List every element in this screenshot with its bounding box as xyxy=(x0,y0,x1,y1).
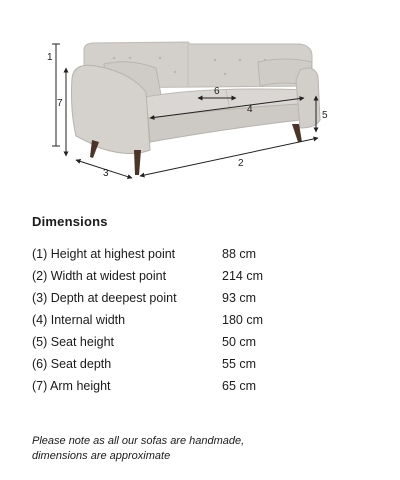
leg-front-middle xyxy=(134,150,141,175)
dimension-label: (1) Height at highest point xyxy=(32,247,176,261)
dimension-row-internal-width xyxy=(32,309,332,331)
dimensions-heading: Dimensions xyxy=(32,214,108,229)
dimension-label: (6) Seat depth xyxy=(32,357,112,371)
marker-seat-depth: 6 xyxy=(214,86,220,97)
marker-seat-height: 5 xyxy=(322,110,328,121)
dimension-row-arm-height xyxy=(32,375,332,397)
marker-internal-width: 4 xyxy=(247,104,253,115)
dimension-row-seat-depth xyxy=(32,353,332,375)
dimension-value: 180 cm xyxy=(222,313,263,327)
marker-depth: 3 xyxy=(103,168,109,179)
note-line-1: Please note as all our sofas are handmade, xyxy=(32,435,245,447)
dimension-row-height xyxy=(32,243,332,265)
dim-line-width xyxy=(140,138,318,176)
note-line-2: dimensions are approximate xyxy=(32,450,171,462)
handmade-note xyxy=(32,434,372,464)
marker-arm-height: 7 xyxy=(57,98,63,109)
dimension-value: 93 cm xyxy=(222,291,257,305)
dimension-value: 88 cm xyxy=(222,247,257,261)
marker-width: 2 xyxy=(238,158,244,169)
dimension-row-seat-height xyxy=(32,331,332,353)
dimensions-list xyxy=(32,243,332,397)
dimension-label: (3) Depth at deepest point xyxy=(32,291,177,305)
sofa-dimension-diagram xyxy=(0,0,400,200)
sofa-illustration xyxy=(72,42,321,175)
marker-height: 1 xyxy=(47,52,53,63)
dimension-value: 214 cm xyxy=(222,269,263,283)
dimension-value: 50 cm xyxy=(222,335,257,349)
dimension-row-width xyxy=(32,265,332,287)
dimension-label: (5) Seat height xyxy=(32,335,114,349)
dimension-label: (2) Width at widest point xyxy=(32,269,167,283)
dimension-value: 55 cm xyxy=(222,357,257,371)
dimension-label: (7) Arm height xyxy=(32,379,111,393)
dimension-row-depth xyxy=(32,287,332,309)
dimension-value: 65 cm xyxy=(222,379,257,393)
dimension-label: (4) Internal width xyxy=(32,313,126,327)
